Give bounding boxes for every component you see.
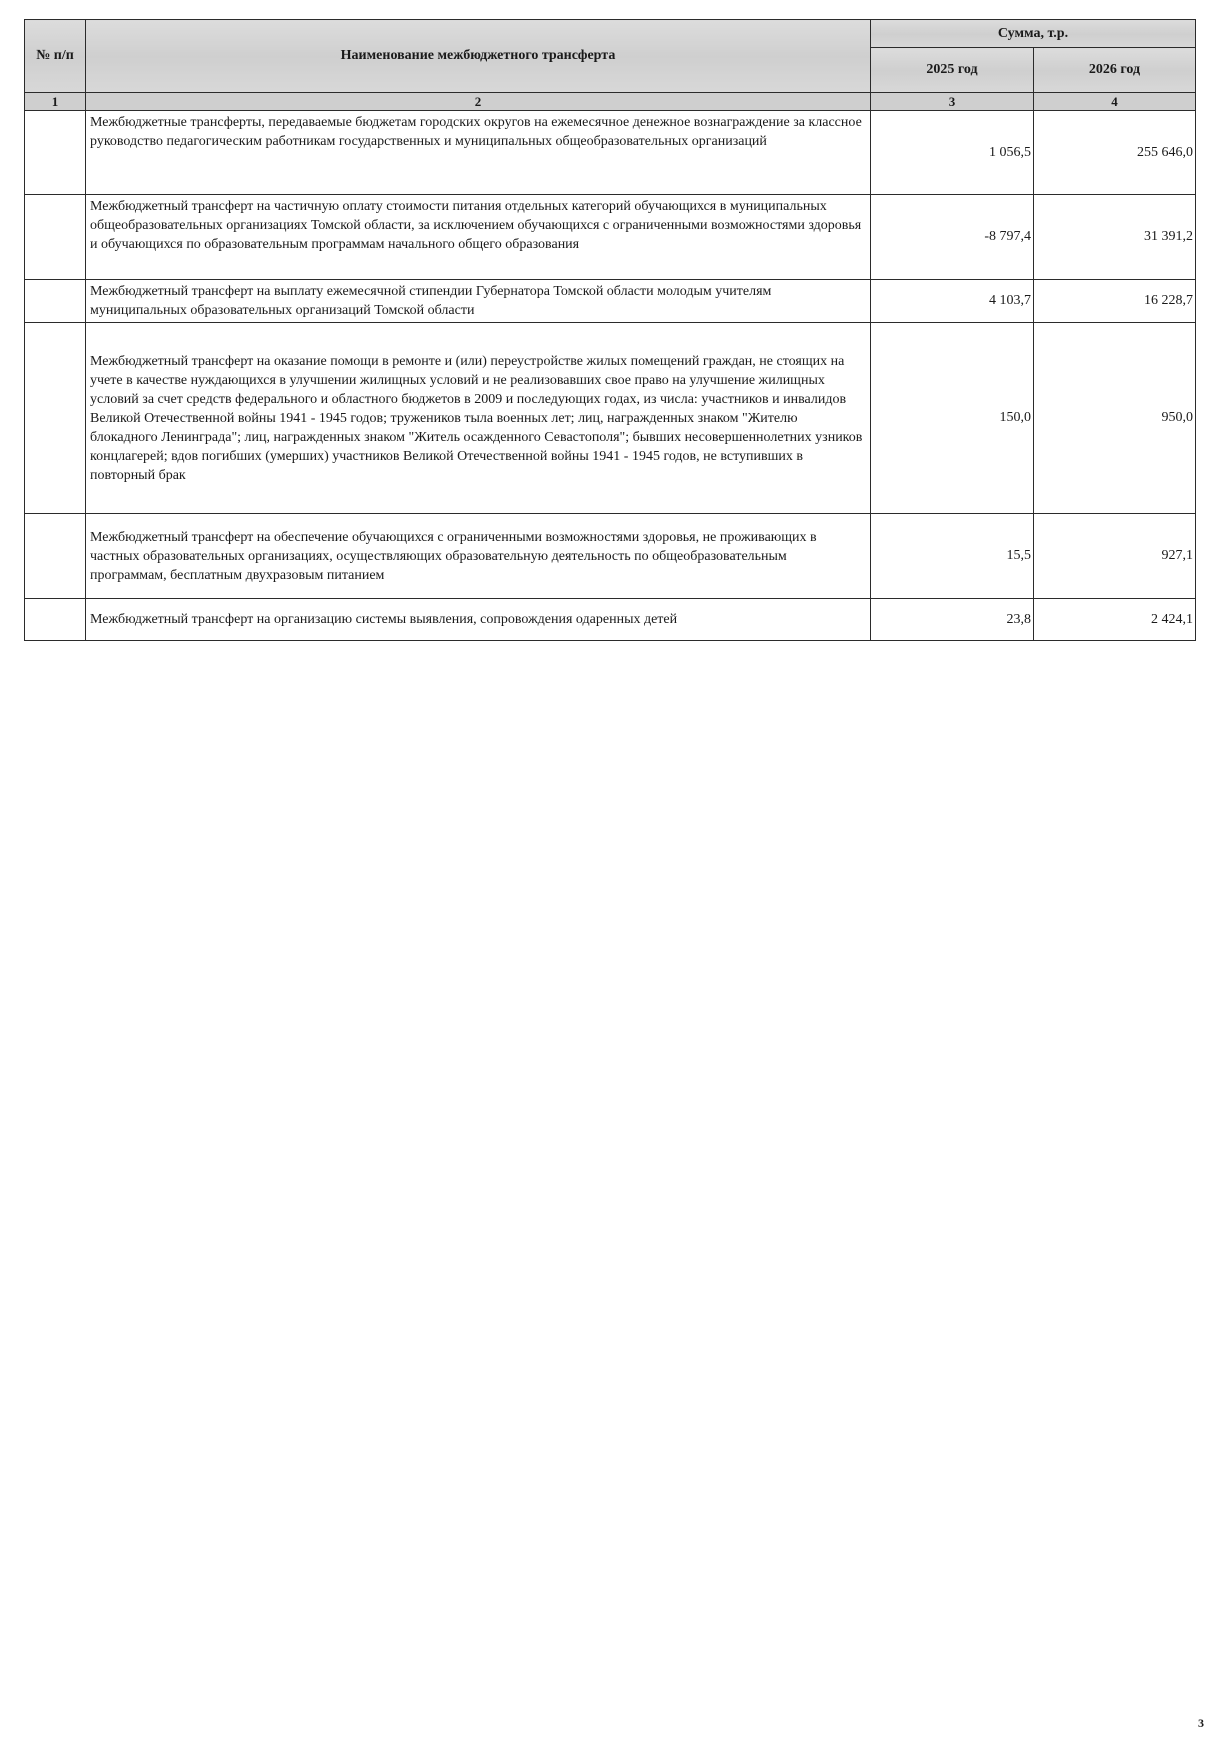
row-value-2025: -8 797,4 — [871, 195, 1034, 280]
row-value-2025: 150,0 — [871, 323, 1034, 514]
row-num — [25, 323, 86, 514]
row-name: Межбюджетный трансферт на оказание помощи в ремонте и (или) переустройстве жилых помещений граждан, не стоящих на учете в качестве нуждающихся в улучшении жилищных условий и не реализовавших свое право на улучшение жилищных условий за счет средств федерального и областного бюджетов в 2009 и последующих годах, из числа: участников и инвалидов Великой Отечественной войны 1941 - 1945 годов; тружеников тыла военных лет; лиц, награжденных знаком "Жителю блокадного Ленинграда"; лиц, награжденных знаком "Житель осажденного Севастополя"; бывших несовершеннолетних узников концлагерей; вдов погибших (умерших) участников Великой Отечественной войны 1941 - 1945 годов, не вступивших в повторный брак — [86, 323, 871, 514]
row-value-2026: 950,0 — [1034, 323, 1196, 514]
row-num — [25, 195, 86, 280]
row-value-2025: 4 103,7 — [871, 280, 1034, 323]
transfers-table — [24, 19, 1196, 641]
column-number: 3 — [871, 93, 1034, 111]
header-year-2025: 2025 год — [871, 48, 1034, 93]
column-number-row — [25, 93, 1196, 111]
row-value-2026: 31 391,2 — [1034, 195, 1196, 280]
row-name: Межбюджетный трансферт на организацию системы выявления, сопровождения одаренных детей — [86, 599, 871, 641]
table-row — [25, 514, 1196, 599]
table-row — [25, 323, 1196, 514]
row-name: Межбюджетный трансферт на частичную оплату стоимости питания отдельных категорий обучающихся в муниципальных общеобразовательных организациях Томской области, за исключением обучающихся с ограниченными возможностями здоровья и обучающихся по образовательным программам начального общего образования — [86, 195, 871, 280]
row-value-2026: 255 646,0 — [1034, 111, 1196, 195]
column-number: 2 — [86, 93, 871, 111]
row-name: Межбюджетный трансферт на выплату ежемесячной стипендии Губернатора Томской области молодым учителям муниципальных образовательных организаций Томской области — [86, 280, 871, 323]
transfers-table-container — [24, 19, 1195, 641]
header-sum: Сумма, т.р. — [871, 20, 1196, 48]
table-row — [25, 280, 1196, 323]
row-num — [25, 514, 86, 599]
row-value-2025: 23,8 — [871, 599, 1034, 641]
column-number: 1 — [25, 93, 86, 111]
row-name: Межбюджетные трансферты, передаваемые бюджетам городских округов на ежемесячное денежное вознаграждение за классное руководство педагогическим работникам государственных и муниципальных общеобразовательных организаций — [86, 111, 871, 195]
row-value-2025: 15,5 — [871, 514, 1034, 599]
header-year-2026: 2026 год — [1034, 48, 1196, 93]
page-number: 3 — [1198, 1716, 1204, 1730]
row-value-2026: 927,1 — [1034, 514, 1196, 599]
row-value-2026: 2 424,1 — [1034, 599, 1196, 641]
row-value-2025: 1 056,5 — [871, 111, 1034, 195]
header-row-top — [25, 20, 1196, 48]
header-name: Наименование межбюджетного трансферта — [86, 20, 871, 93]
row-value-2026: 16 228,7 — [1034, 280, 1196, 323]
row-num — [25, 280, 86, 323]
row-name: Межбюджетный трансферт на обеспечение обучающихся с ограниченными возможностями здоровья, не проживающих в частных образовательных организациях, осуществляющих образовательную деятельность по общеобразовательным программам, бесплатным двухразовым питанием — [86, 514, 871, 599]
row-num — [25, 111, 86, 195]
table-row — [25, 195, 1196, 280]
column-number: 4 — [1034, 93, 1196, 111]
table-row — [25, 111, 1196, 195]
table-row — [25, 599, 1196, 641]
header-num: № п/п — [25, 20, 86, 93]
row-num — [25, 599, 86, 641]
